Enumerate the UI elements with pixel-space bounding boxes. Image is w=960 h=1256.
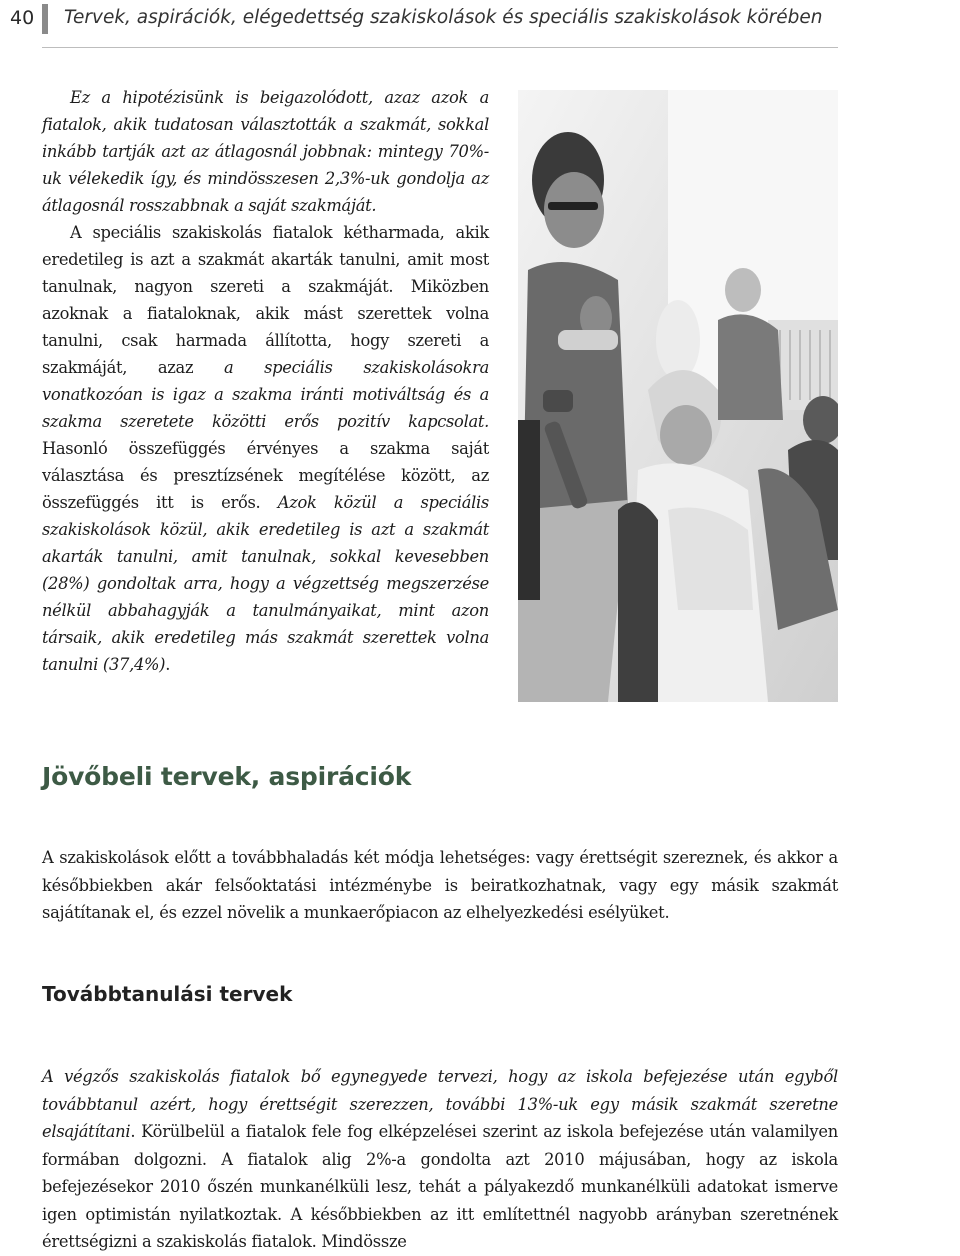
left-text-column [42, 84, 489, 678]
running-title: Tervek, aspirációk, elégedettség szakiskolások és speciális szakiskolások körében [64, 7, 823, 28]
section-heading: Jövőbeli tervek, aspirációk [42, 762, 412, 791]
text-run: A speciális szakiskolás fiatalok kétharmada, akik eredetileg is azt a szakmát akarták tanulni, amit most tanulnak, nagyon szereti a szakmáját. Miközben azoknak a fiataloknak, akik mást szerettek volna tanulni, csak harmada állította, hogy szereti a szakmáját, azaz [42, 223, 489, 377]
text-run: . Körülbelül a fiatalok fele fog elképzelései szerint az iskola befejezése után valamilyen formában dolgozni. A fiatalok alig 2%-a gondolta azt 2010 májusában, hogy az iskola befejezésekor 2010 őszén munkanélküli lesz, tehát a pályakezdő munkanélküli adatokat ismerve igen optimistán nyilatkoztak. A későbbiekben az itt említettnél nagyobb arányban szeretnének érettségizni a szakiskolás fiatalok. Mindössze [42, 1122, 838, 1251]
text-run-italic: a speciális szakiskolásokra vonatkozóan is igaz a szakma iránti motiváltság és a szakma szeretete közötti erős pozitív kapcsolat. [42, 358, 489, 431]
page-header [0, 0, 960, 50]
text-run: . [165, 655, 171, 674]
section-paragraph: A szakiskolások előtt a továbbhaladás két módja lehetséges: vagy érettségit szereznek, és akkor a későbbiekben akár felsőoktatási intézménybe is beiratkozhatnak, vagy egy másik szakmát sajátítanak el, és ezzel növelik a munkaerőpiacon az elhelyezkedési esélyüket. [42, 848, 838, 922]
paragraph-hypothesis: Ez a hipotézisünk is beigazolódott, azaz azok a fiatalok, akik tudatosan választották a szakmát, sokkal inkább tartják azt az átlagosnál jobbnak: mintegy 70%-uk vélekedik így, és mindösszesen 2,3%-uk gondolja az átlagosnál rosszabbnak a saját szakmáját. [42, 88, 489, 215]
photo-illustration [518, 90, 838, 702]
header-divider [42, 47, 838, 48]
text-run-italic: Azok közül a speciális szakiskolások közül, akik eredetileg is azt a szakmát akarták tanulni, amit tanulnak, sokkal kevesebben (28%) gondoltak arra, hogy a végzettség megszerzése nélkül abbahagyják a tanulmányaikat, mint azon társaik, akik eredetileg más szakmát szerettek volna tanulni (37,4%) [42, 493, 489, 674]
hairdressing-photo [518, 90, 838, 702]
paragraph-special-schools [42, 219, 489, 678]
page-number: 40 [10, 7, 35, 29]
subsection-heading: Továbbtanulási tervek [42, 982, 293, 1006]
header-accent-bar [42, 4, 48, 34]
subsection-paragraph [42, 1063, 838, 1256]
text-run: Hasonló összefüggés érvényes a szakma saját választása és presztízsének megítélése között, az összefüggés itt is erős. [42, 439, 489, 512]
text-run-italic: A végzős szakiskolás fiatalok bő egynegyede tervezi, hogy az iskola befejezése után egyből továbbtanul azért, hogy érettségit szerezzen, további 13%-uk egy másik szakmát szeretne elsajátítani [42, 1067, 838, 1141]
